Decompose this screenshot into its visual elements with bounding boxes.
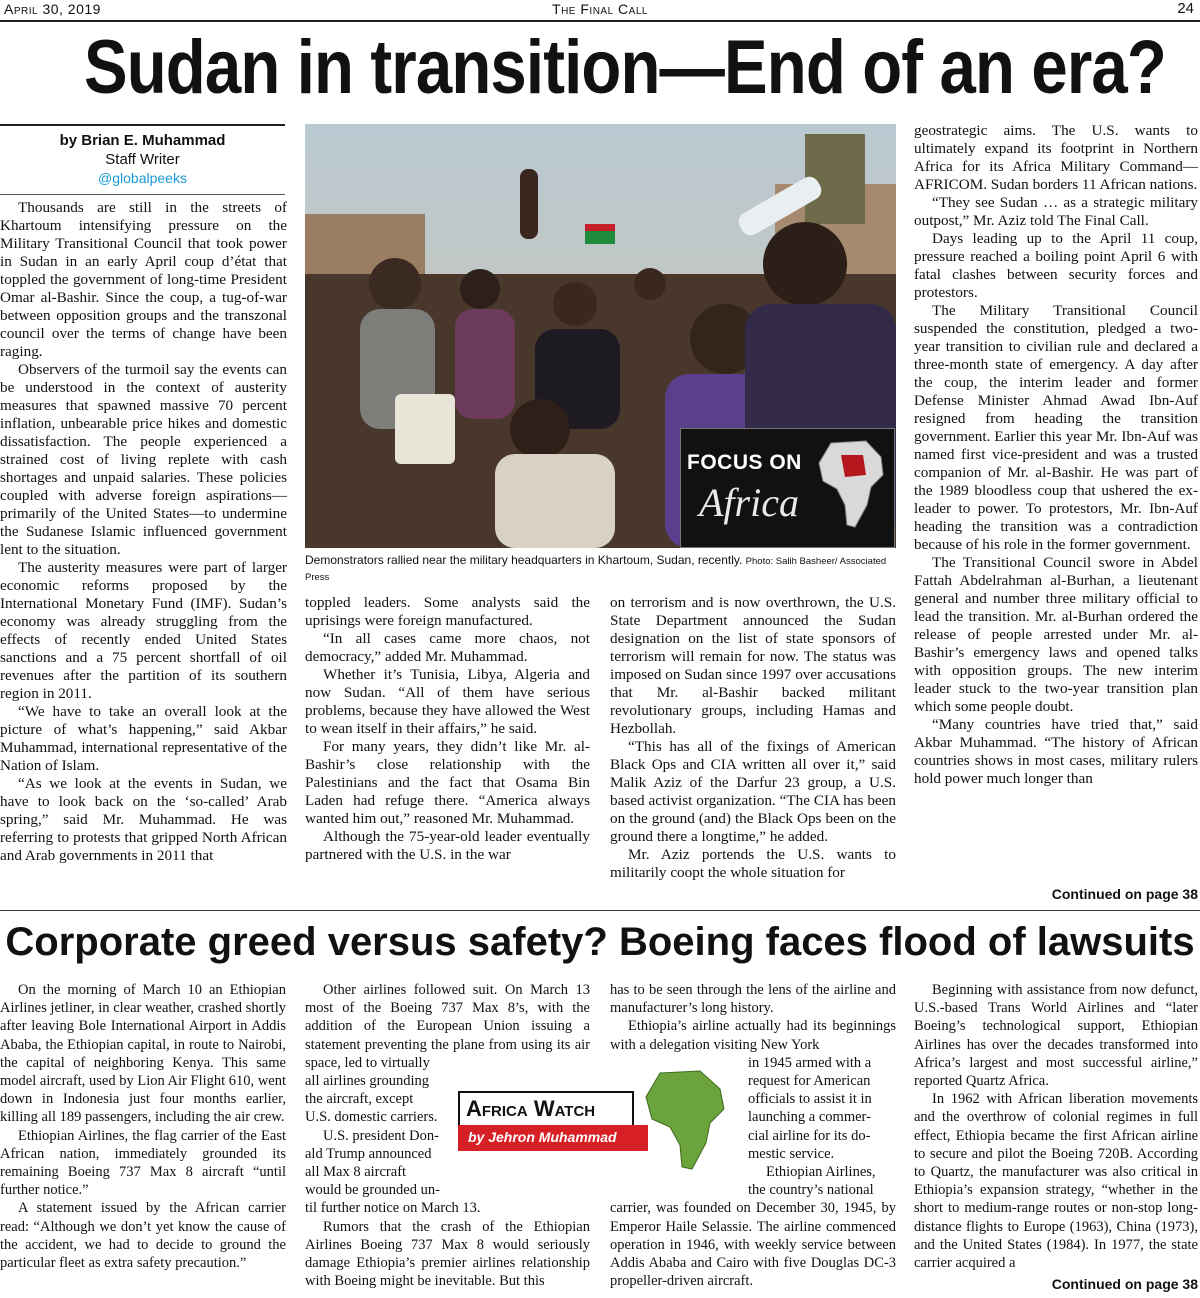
wrapped-lines: [748, 1054, 896, 1200]
line: would be grounded un-: [305, 1182, 440, 1199]
sudan-headline: Sudan in transition—End of an era?: [84, 25, 1166, 110]
africa-watch-badge: [458, 1067, 738, 1173]
paragraph: The austerity measures were part of larger economic reforms proposed by the International Monetary Fund (IMF). Sudan’s economy was already struggling from the effects of recently ended United States sanctions and a 75 percent shortfall of oil revenues after the partition of its southern region in 2011.: [0, 559, 287, 702]
badge-line2: Africa: [699, 480, 799, 525]
continued-link-boeing[interactable]: Continued on page 38: [1051, 1276, 1198, 1292]
paragraph: “This has all of the fixings of American Black Ops and CIA written all over it,” said Malik Aziz of the Darfur 23 group, a U.S. based activist organization. “The CIA has been on the ground (and) the Black Ops been on the ground there a longtime,” he added.: [610, 738, 896, 845]
paragraph: The Military Transitional Council suspended the constitution, pledged a two-year transition to civilian rule and declared a three-month state of emergency. A day after the coup, the interim leader and former Defense Minister Ahmad Awad Ibn-Auf resigned from heading the transition government. Earlier this year Mr. Ibn-Auf was named first vice-president and was a trusted companion of Mr. al-Bashir. He was part of the 1989 bloodless coup that ushered the ex-leader to power. To protestors, Mr. Ibn-Auf heading the transition was a contradiction because of his role in the former government.: [914, 302, 1198, 553]
paragraph: Ethiopia’s airline actually had its beginnings with a delegation visiting New York: [610, 1018, 896, 1053]
paragraph: Although the 75-year-old leader eventually partnered with the U.S. in the war: [305, 828, 590, 863]
sudan-column-4: [914, 122, 1198, 788]
line: all Max 8 aircraft: [305, 1164, 407, 1181]
paragraph: til further notice on March 13.: [305, 1200, 481, 1217]
paragraph: geostrategic aims. The U.S. wants to ultimately expand its footprint in Northern Africa for its Africa Military Command—AFRICOM. Sudan borders 11 African nations.: [914, 122, 1198, 193]
wrapped-lines: [305, 1072, 450, 1199]
focus-on-africa-badge: [680, 428, 895, 548]
line: cial airline for its do-: [748, 1127, 871, 1144]
line: mestic service.: [748, 1145, 835, 1162]
paragraph: carrier, was founded on December 30, 1945, by Emperor Haile Selassie. The airline commenced operation in 1946, with weekly service between Addis Ababa and Cairo with five Douglas DC-3 propeller-driven aircraft.: [610, 1200, 896, 1290]
paragraph: A statement issued by the African carrier read: “Although we don’t yet know the cause of the accident, we had to decide to ground the particular fleet as extra safety precaution.”: [0, 1200, 286, 1272]
paragraph: “As we look at the events in Sudan, we have to look back on the ‘so-called’ Arab spring,” said Mr. Muhammad. He was referring to protests that gripped North African and Arab governments in 2011 that: [0, 775, 287, 864]
author-name: by Brian E. Muhammad: [59, 132, 226, 149]
boeing-headline: Corporate greed versus safety? Boeing faces flood of lawsuits: [5, 920, 1195, 964]
paragraph: The Transitional Council swore in Abdel Fattah Abdelrahman al-Burhan, a lieutenant general and number three military official to lead the transition. Mr. al-Burhan ordered the release of people arrested under Mr. al-Bashir’s emergency laws and opened talks with opposition groups. The new interim leader stuck to the two-year transition plan which some people doubt.: [914, 554, 1198, 715]
africa-watch-byline: by Jehron Muhammad: [468, 1129, 617, 1145]
paragraph: In 1962 with African liberation movements and the overthrow of colonial regimes in full effect, Ethiopia became the first African airline to secure and pilot the Boeing 720B. According to Quartz, the manufacturer was also critical in Ethiopia’s expansion strategy, “whether in the short to medium-range routes or non-stop long-distance flights to Europe (1963), China (1973), and the United States (1984). In 1977, the state carrier acquired a: [914, 1091, 1198, 1272]
line: request for American: [748, 1073, 871, 1090]
paragraph: Thousands are still in the streets of Khartoum intensifying pressure on the Military Transitional Council that took power in Sudan in an early April coup d’état that toppled the government of long-time President Omar al-Bashir. Since the coup, a tug-of-war between opposition groups and the transzonal council over the terms of change have been raging.: [0, 199, 287, 360]
continued-link-sudan[interactable]: Continued on page 38: [1051, 886, 1198, 902]
author-handle[interactable]: @globalpeeks: [98, 170, 187, 186]
africa-watch-title: Africa Watch: [466, 1096, 596, 1121]
paragraph: Beginning with assistance from now defunct, U.S.-based Trans World Airlines and “later Boeing’s technological support, Ethiopian Airlines has over the decades transformed into Africa’s largest and most successful airline,” reported Quartz Africa.: [914, 982, 1198, 1090]
line: U.S. president Don-: [323, 1127, 439, 1144]
story-divider: [0, 910, 1200, 911]
paragraph: Ethiopian Airlines, the flag carrier of the East African nation, immediately grounded its remaining Boeing 737 Max 8 aircraft “until further notice.”: [0, 1127, 286, 1199]
boeing-column-1: [0, 981, 286, 1272]
paragraph: For many years, they didn’t like Mr. al-Bashir’s close relationship with the Palestinians and the fact that Osama Bin Laden had refuge there. “America always wanted him out,” reasoned Mr. Muhammad.: [305, 738, 590, 827]
paragraph: Days leading up to the April 11 coup, pressure reached a boiling point April 6 with fatal clashes between security forces and protestors.: [914, 230, 1198, 301]
line: the aircraft, except: [305, 1091, 414, 1108]
page-folio: [0, 0, 1200, 22]
line: launching a commer-: [748, 1109, 871, 1126]
africa-map-icon: [638, 1067, 738, 1173]
line: in 1945 armed with a: [748, 1054, 872, 1071]
photo-credit: Photo: Salih Basheer/ Associated Press: [305, 556, 887, 583]
page-number: 24: [1177, 0, 1194, 17]
paragraph: “Many countries have tried that,” said Akbar Muhammad. “The history of African countries shows in most cases, military rulers hold power much longer than: [914, 716, 1198, 787]
paragraph: “They see Sudan … as a strategic military outpost,” Mr. Aziz told The Final Call.: [914, 194, 1198, 229]
paragraph: Observers of the turmoil say the events can be understood in the context of austerity measures that spawned massive 70 percent inflation, unbearable price hikes and domestic dissatisfaction. The people experienced a strained cost of living replete with cash shortages and unpaid salaries. These policies coupled with adverse foreign aspirations—primarily of the United States—to undermine the Sudanese Islamic influenced government lent to the situation.: [0, 361, 287, 558]
line: officials to assist it in: [748, 1091, 872, 1108]
paragraph: On the morning of March 10 an Ethiopian Airlines jetliner, in clear weather, crashed shortly after leaving Bole International Airport in Addis Ababa, the Ethiopian capital, in route to Nairobi, the capital of neighboring Kenya. This same model aircraft, used by Lion Air Flight 610, went down in Indonesia just four months earlier, killing all 189 passengers, including the air crew.: [0, 982, 286, 1126]
author-title: Staff Writer: [105, 151, 180, 168]
line: all airlines grounding: [305, 1073, 430, 1090]
line: ald Trump announced: [305, 1145, 432, 1162]
paper-name: The Final Call: [552, 1, 648, 17]
sudan-column-3: [610, 594, 896, 882]
byline: [0, 124, 285, 195]
caption-text: Demonstrators rallied near the military headquarters in Khartoum, Sudan, recently.: [305, 553, 743, 567]
paragraph: “In all cases came more chaos, not democracy,” added Mr. Muhammad.: [305, 630, 590, 665]
line: Ethiopian Airlines,: [766, 1164, 876, 1181]
photo-caption: [305, 553, 896, 585]
sudan-column-1: [0, 199, 287, 865]
paragraph: Mr. Aziz portends the U.S. wants to militarily coopt the whole situation for: [610, 846, 896, 881]
paragraph: has to be seen through the lens of the airline and manufacturer’s long history.: [610, 982, 896, 1017]
sudan-column-2: [305, 594, 590, 864]
paragraph: “We have to take an overall look at the picture of what’s happening,” said Akbar Muhammad, international representative of the Nation of Islam.: [0, 703, 287, 774]
paragraph: on terrorism and is now overthrown, the U.S. State Department announced the Sudan designation on the list of state sponsors of terrorism will remain for now. The status was imposed on Sudan since 1997 over accusations that Mr. al-Bashir backed militant revolutionary groups, including Hamas and Hezbollah.: [610, 594, 896, 737]
line: the country’s national: [748, 1182, 874, 1199]
boeing-column-4: [914, 981, 1198, 1272]
paragraph: Whether it’s Tunisia, Libya, Algeria and now Sudan. “All of them have serious problems, because they have allowed the West to wean itself in their affairs,” he said.: [305, 666, 590, 737]
paragraph: Rumors that the crash of the Ethiopian Airlines Boeing 737 Max 8 would seriously damage Ethiopia’s premier airlines relationship with Boeing might be inevitable. But this: [305, 1218, 590, 1290]
badge-line1: FOCUS ON: [687, 451, 802, 474]
issue-date: April 30, 2019: [4, 1, 101, 17]
africa-map-icon: [811, 435, 891, 535]
paragraph: Other airlines followed suit. On March 13 most of the Boeing 737 Max 8’s, with the addition of the European Union issuing a statement preventing the plane from using its air space, led to virtually: [305, 982, 590, 1071]
paragraph: toppled leaders. Some analysts said the uprisings were foreign manufactured.: [305, 594, 590, 629]
line: U.S. domestic carriers.: [305, 1109, 438, 1126]
